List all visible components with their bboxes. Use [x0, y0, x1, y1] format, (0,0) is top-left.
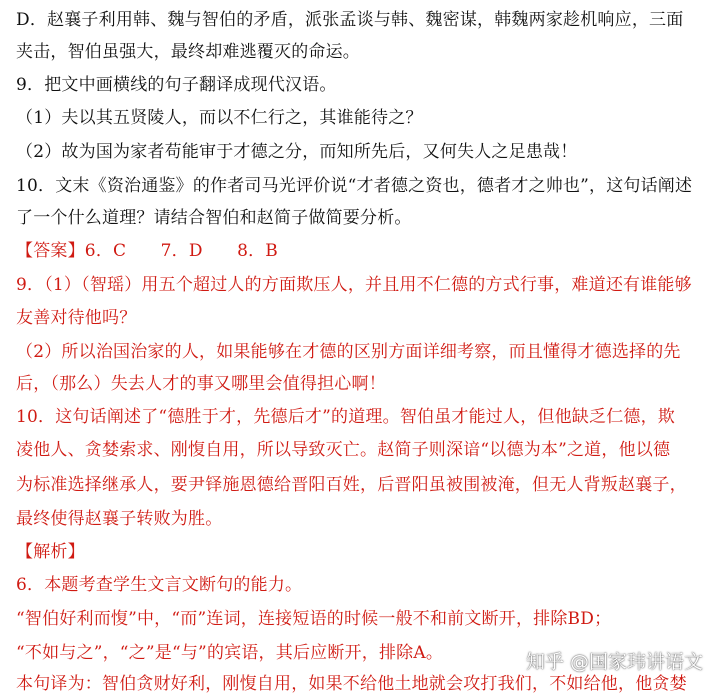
analysis-6: 6．本题考查学生文言文断句的能力。: [16, 575, 303, 595]
question-9: 9．把文中画横线的句子翻译成现代汉语。: [16, 75, 337, 95]
answer-heading: 【答案】6．C 7．D 8．B: [16, 241, 278, 261]
answer-9-2: （2）所以治国治家的人，如果能够在才德的区别方面详细考察，而且懂得才德选择的先: [16, 342, 681, 362]
text-line: 本句译为：智伯贪财好利，刚愎自用，如果不给他土地就会攻打我们，不如给他，他贪婪: [16, 674, 687, 694]
text-line: 为标准选择继承人，要尹铎施恩德给晋阳百姓，后晋阳虽被围被淹，但无人背叛赵襄子，: [16, 475, 687, 495]
text-line: 友善对待他吗？: [16, 308, 137, 328]
text-line: “不如与之”，“之”是“与”的宾语，其后应断开，排除A。: [16, 643, 444, 663]
text-line: 最终使得赵襄子转败为胜。: [16, 509, 223, 529]
text-line: 夹击，智伯虽强大，最终却难逃覆灭的命运。: [16, 42, 360, 62]
watermark: 知乎 @国家玮讲语文: [526, 651, 704, 673]
text-line: 凌他人、贪婪索求、刚愎自用，所以导致灭亡。赵简子则深谙“以德为本”之道，他以德: [16, 440, 671, 460]
analysis-heading: 【解析】: [16, 542, 85, 562]
question-9-2: （2）故为国为家者苟能审于才德之分，而知所先后，又何失人之足患哉！: [16, 142, 578, 162]
text-line: “智伯好利而愎”中，“而”连词，连接短语的时候一般不和前文断开，排除BD；: [16, 609, 612, 629]
text-line: D．赵襄子利用韩、魏与智伯的矛盾，派张孟谈与韩、魏密谋，韩魏两家趁机响应，三面: [16, 10, 684, 30]
text-line: 后，（那么）失去人才的事又哪里会值得担心啊！: [16, 374, 386, 394]
text-line: 了一个什么道理？请结合智伯和赵简子做简要分析。: [16, 208, 412, 228]
question-10: 10．文末《资治通鉴》的作者司马光评价说“才者德之资也，德者才之帅也”，这句话阐述: [16, 176, 693, 196]
question-9-1: （1）夫以其五贤陵人，而以不仁行之，其谁能待之？: [16, 108, 423, 128]
answer-10: 10．这句话阐述了“德胜于才，先德后才”的道理。智伯虽才能过人，但他缺乏仁德，欺: [16, 407, 676, 427]
answer-9-1: 9．（1）（智瑶）用五个超过人的方面欺压人，并且用不仁德的方式行事，难道还有谁能够: [16, 275, 692, 295]
cut-off-line: [0, 674, 720, 694]
